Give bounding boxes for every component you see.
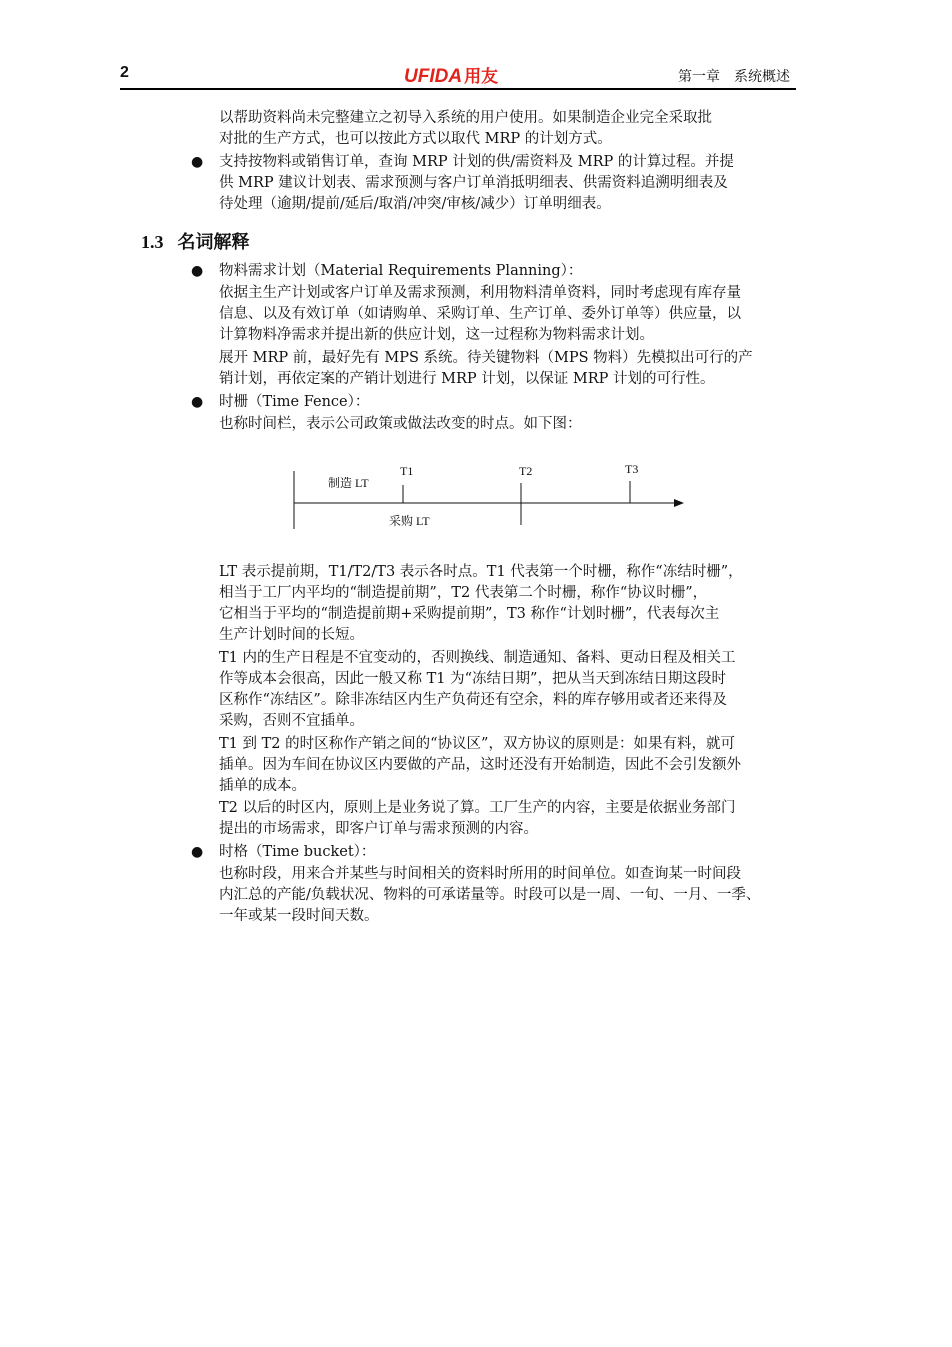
text-line: 采购，否则不宜插单。 bbox=[219, 713, 364, 729]
t2-label: T2 bbox=[519, 464, 533, 478]
time-fence-diagram bbox=[290, 455, 690, 535]
text-line: 生产计划时间的长短。 bbox=[219, 627, 364, 643]
text-line: T2 以后的时区内，原则上是业务说了算。工厂生产的内容，主要是依据业务部门 bbox=[219, 800, 736, 816]
text-line: 展开 MRP 前，最好先有 MPS 系统。待关键物料（MPS 物料）先模拟出可行的产 bbox=[219, 350, 753, 366]
chapter-title: 系统概述 bbox=[734, 69, 790, 85]
text-line: 插单的成本。 bbox=[219, 778, 306, 794]
text-line: 计算物料净需求并提出新的供应计划，这一过程称为物料需求计划。 bbox=[219, 327, 654, 343]
text-line: 它相当于平均的“制造提前期+采购提前期”，T3 称作“计划时栅”，代表每次主 bbox=[219, 606, 720, 622]
chapter-label: 第一章 bbox=[678, 69, 720, 85]
text-line: 内汇总的产能/负载状况、物料的可承诺量等。时段可以是一周、一旬、一月、一季、 bbox=[219, 887, 761, 903]
bullet-icon: ● bbox=[191, 263, 204, 279]
bullet-icon: ● bbox=[191, 154, 204, 170]
logo-cn: 用友 bbox=[464, 67, 499, 86]
page-number: 2 bbox=[120, 64, 129, 81]
text-line: 相当于工厂内平均的“制造提前期”，T2 代表第二个时栅，称作“协议时栅”， bbox=[219, 585, 708, 601]
bullet-icon: ● bbox=[191, 844, 204, 860]
term-title: 时格（Time bucket）： bbox=[219, 844, 376, 860]
text-line: 也称时段，用来合并某些与时间相关的资料时所用的时间单位。如查询某一时间段 bbox=[219, 866, 741, 882]
page-header bbox=[120, 62, 796, 90]
t1-label: T1 bbox=[400, 464, 414, 478]
section-number: 1.3 bbox=[141, 232, 164, 252]
bullet-icon: ● bbox=[191, 394, 204, 410]
text-line: 支持按物料或销售订单，查询 MRP 计划的供/需资料及 MRP 的计算过程。并提 bbox=[219, 154, 734, 170]
text-line: 信息、以及有效订单（如请购单、采购订单、生产订单、委外订单等）供应量，以 bbox=[219, 306, 741, 322]
term-title: 物料需求计划（Material Requirements Planning）： bbox=[219, 263, 583, 279]
text-line: 插单。因为车间在协议区内要做的产品，这时还没有开始制造，因此不会引发额外 bbox=[219, 757, 741, 773]
ufida-logo bbox=[404, 62, 498, 88]
text-line: 以帮助资料尚未完整建立之初导入系统的用户使用。如果制造企业完全采取批 bbox=[219, 110, 712, 126]
arrow-head-icon bbox=[674, 499, 684, 507]
text-line: 供 MRP 建议计划表、需求预测与客户订单消抵明细表、供需资料追溯明细表及 bbox=[219, 175, 728, 191]
logo-brand: UFIDA bbox=[404, 66, 463, 87]
text-line: 提出的市场需求，即客户订单与需求预测的内容。 bbox=[219, 821, 538, 837]
text-line: 一年或某一段时间天数。 bbox=[219, 908, 379, 924]
section-heading bbox=[141, 228, 250, 254]
term-title: 时栅（Time Fence）： bbox=[219, 394, 370, 410]
text-line: LT 表示提前期，T1/T2/T3 表示各时点。T1 代表第一个时栅，称作“冻结时栅”， bbox=[219, 564, 743, 580]
text-line: T1 到 T2 的时区称作产销之间的“协议区”，双方协议的原则是：如果有料，就可 bbox=[219, 736, 735, 752]
text-line: 作等成本会很高，因此一般又称 T1 为“冻结日期”，把从当天到冻结日期这段时 bbox=[219, 671, 726, 687]
text-line: 对批的生产方式，也可以按此方式以取代 MRP 的计划方式。 bbox=[219, 131, 612, 147]
pur-lt-label: 采购 LT bbox=[389, 514, 430, 528]
mfg-lt-label: 制造 LT bbox=[328, 476, 369, 490]
text-line: 依据主生产计划或客户订单及需求预测，利用物料清单资料，同时考虑现有库存量 bbox=[219, 285, 741, 301]
section-title: 名词解释 bbox=[177, 232, 250, 253]
text-line: T1 内的生产日程是不宜变动的，否则换线、制造通知、备料、更动日程及相关工 bbox=[219, 650, 736, 666]
text-line: 也称时间栏，表示公司政策或做法改变的时点。如下图： bbox=[219, 416, 582, 432]
chapter-heading bbox=[678, 66, 790, 86]
text-line: 待处理（逾期/提前/延后/取消/冲突/审核/减少）订单明细表。 bbox=[219, 196, 611, 212]
text-line: 销计划，再依定案的产销计划进行 MRP 计划，以保证 MRP 计划的可行性。 bbox=[219, 371, 715, 387]
t3-label: T3 bbox=[625, 462, 639, 476]
text-line: 区称作“冻结区”。除非冻结区内生产负荷还有空余，料的库存够用或者还来得及 bbox=[219, 692, 727, 708]
